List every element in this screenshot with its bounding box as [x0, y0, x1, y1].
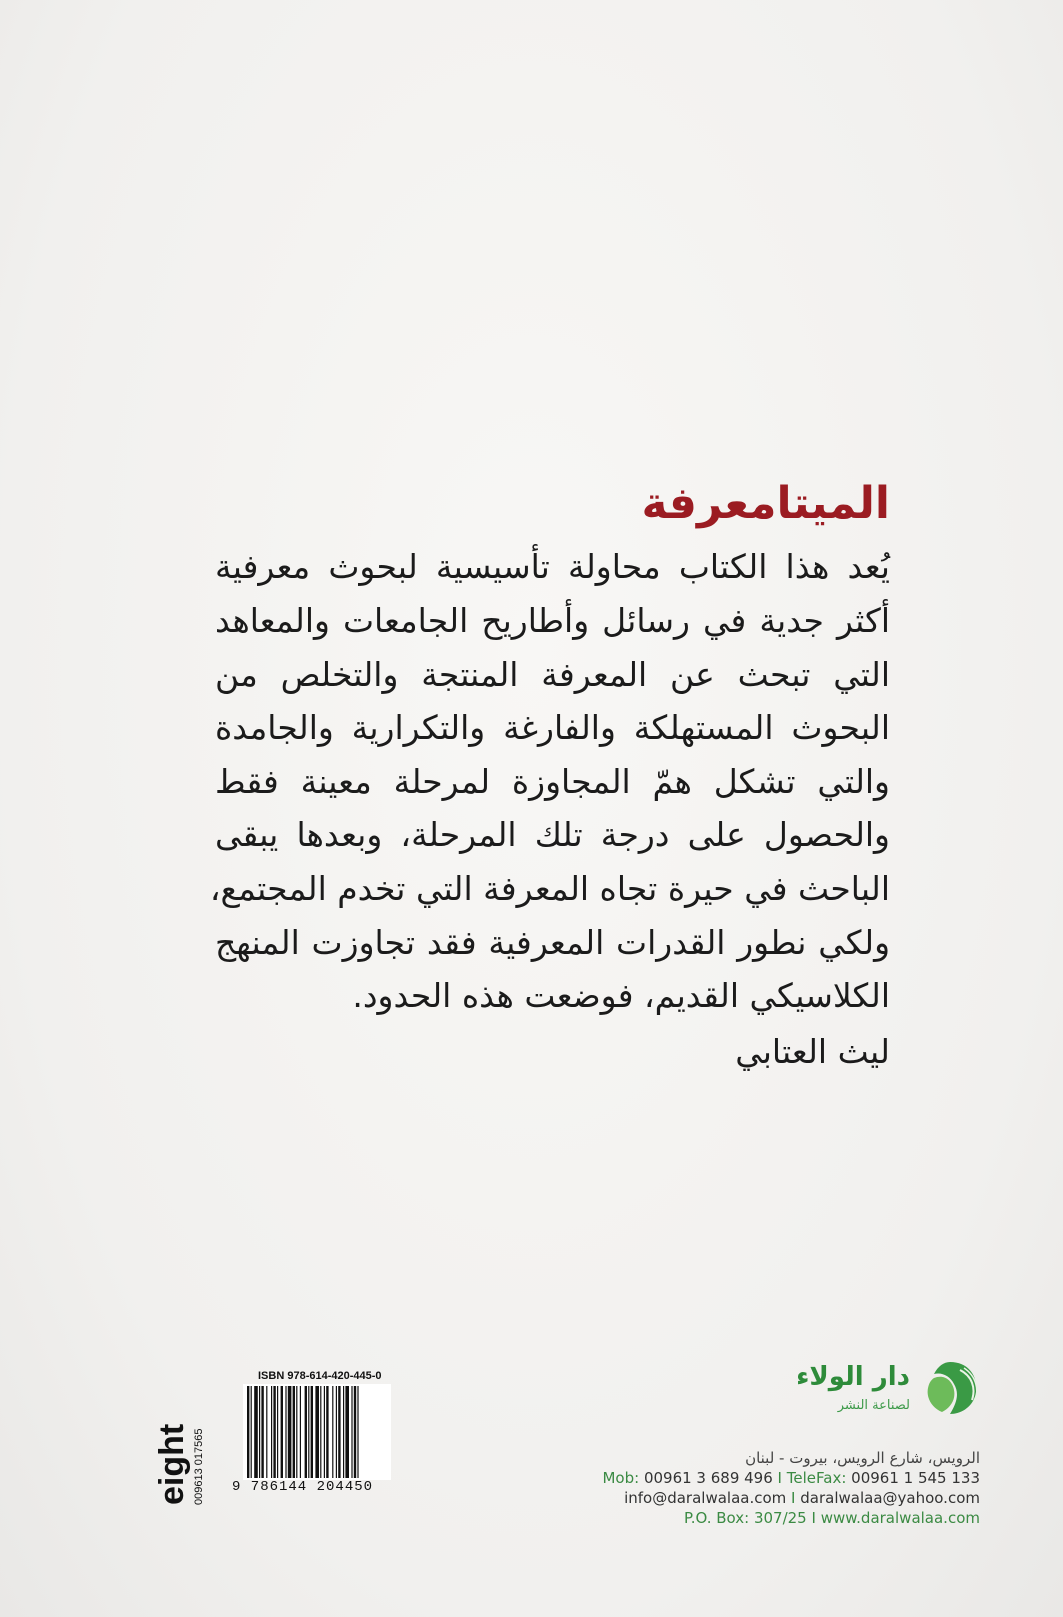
barcode-bar [345, 1386, 349, 1478]
publisher-name: دار الولاء [796, 1362, 910, 1392]
paragraph-line: ولكي نطور القدرات المعرفية فقد تجاوزت المنهج [215, 922, 890, 962]
publisher-tagline: لصناعة النشر [837, 1398, 910, 1413]
barcode-bar [296, 1386, 297, 1478]
isbn-label: ISBN 978-614-420-445-0 [258, 1370, 382, 1382]
barcode-bar [343, 1386, 344, 1478]
barcode-digits: 9 786144 204450 [232, 1479, 374, 1495]
barcode-bar [259, 1386, 260, 1478]
barcode-bar [354, 1386, 356, 1478]
mob-label: Mob: [602, 1469, 640, 1487]
barcode-bar [357, 1386, 358, 1478]
paragraph-line: التي تبحث عن المعرفة المنتجة والتخلص من [215, 654, 890, 694]
printer-name: eight [153, 1423, 191, 1505]
book-title: الميتامعرفة [641, 478, 890, 529]
publisher-block [560, 1358, 980, 1558]
printer-logo [153, 1415, 205, 1505]
pobox: P.O. Box: 307/25 [684, 1509, 807, 1527]
phone-line [602, 1468, 980, 1488]
barcode-bar [266, 1386, 267, 1478]
barcode-bar [351, 1386, 352, 1478]
paragraph-line: البحوث المستهلكة والفارغة والتكرارية والجامدة [215, 708, 890, 748]
barcode-bar [251, 1386, 252, 1478]
printer-number: 009613 017565 [193, 1428, 205, 1505]
barcode-bar [324, 1386, 325, 1478]
paragraph-line: والحصول على درجة تلك المرحلة، وبعدها يبقى [215, 815, 890, 855]
barcode-bar [285, 1386, 286, 1478]
barcode-bar [293, 1386, 295, 1478]
pobox-line [602, 1508, 980, 1528]
email-secondary: daralwalaa@yahoo.com [800, 1489, 980, 1507]
blurb [209, 478, 890, 1078]
separator: I [777, 1469, 782, 1487]
telefax-number: 00961 1 545 133 [851, 1469, 980, 1487]
leaf-swirl-icon [920, 1358, 980, 1418]
paragraph-line: يُعد هذا الكتاب محاولة تأسيسية لبحوث معرفية [215, 547, 890, 587]
barcode-bar [315, 1386, 319, 1478]
barcode-bar [261, 1386, 263, 1478]
address: الرويس، شارع الرويس، بيروت - لبنان [745, 1449, 980, 1467]
website: www.daralwalaa.com [820, 1509, 980, 1527]
barcode-bar [336, 1386, 337, 1478]
separator: I [811, 1509, 816, 1527]
author-name: ليث العتابي [735, 1031, 890, 1071]
barcode-bar [326, 1386, 328, 1478]
mob-number: 00961 3 689 496 [643, 1469, 773, 1487]
barcode-bar [305, 1386, 307, 1478]
barcode-bar [311, 1386, 313, 1478]
email-line [602, 1488, 980, 1508]
email-primary: info@daralwalaa.com [624, 1489, 787, 1507]
paragraph-line: الكلاسيكي القديم، فوضعت هذه الحدود. [352, 976, 890, 1016]
barcode-bar [320, 1386, 321, 1478]
paragraph-line: الباحث في حيرة تجاه المعرفة التي تخدم المجتمع، [209, 868, 890, 908]
paragraph-line: أكثر جدية في رسائل وأطاريح الجامعات والمعاهد [215, 600, 890, 640]
barcode-bar [277, 1386, 278, 1478]
paragraph-line: والتي تشكل همّ المجاوزة لمرحلة معينة فقط [215, 761, 890, 801]
barcode-bar [308, 1386, 309, 1478]
barcode-bar [332, 1386, 333, 1478]
barcode-bar [281, 1386, 283, 1478]
barcode-bar [247, 1386, 249, 1478]
barcode-bar [338, 1386, 340, 1478]
barcode-bar [273, 1386, 275, 1478]
barcode-bar [300, 1386, 301, 1478]
barcode-icon [243, 1384, 391, 1480]
telefax-label: TeleFax: [786, 1469, 847, 1487]
barcode-bar [288, 1386, 292, 1478]
contact-info [602, 1448, 980, 1528]
barcode-bar [254, 1386, 258, 1478]
separator: I [791, 1489, 796, 1507]
barcode-bar [271, 1386, 272, 1478]
